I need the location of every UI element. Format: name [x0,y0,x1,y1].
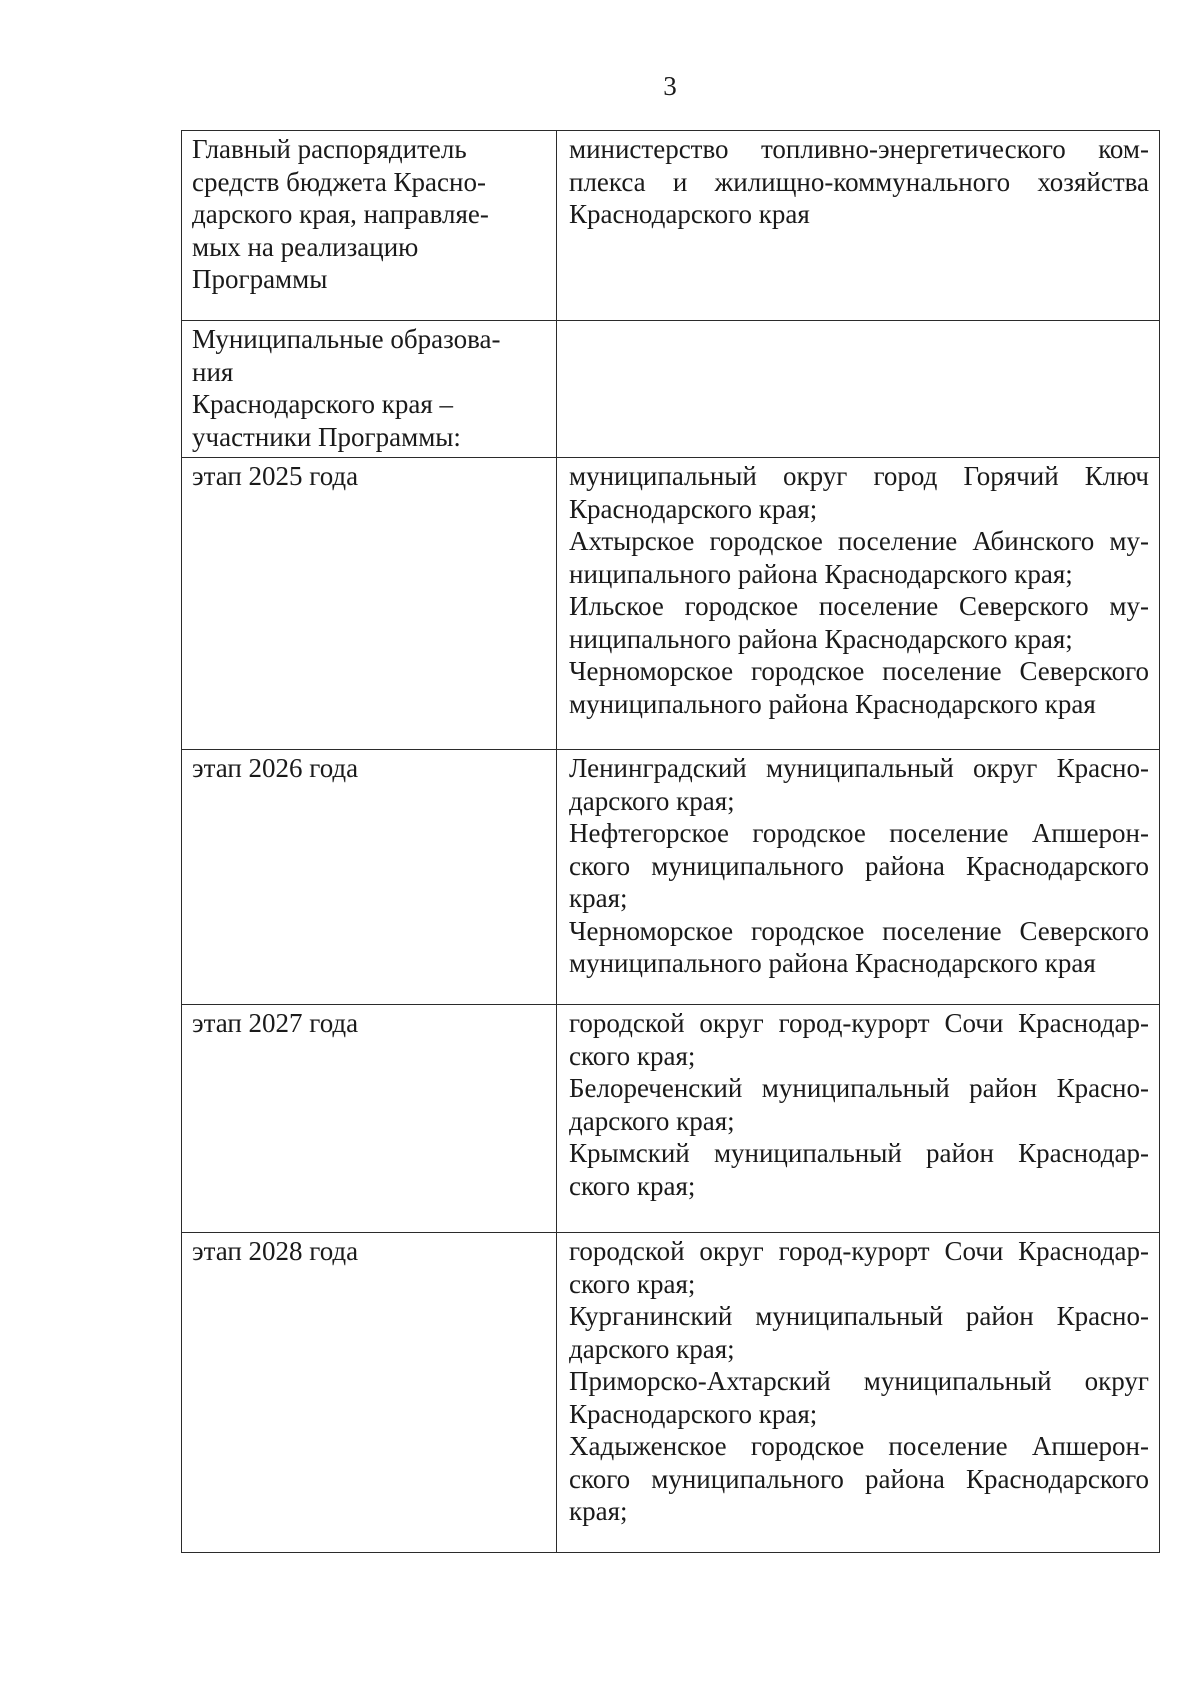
row-value-cell [557,458,1160,750]
row-value-line: ниципального района Краснодарского края; [569,623,1073,654]
page-number: 3 [663,71,677,101]
row-value-line: края; [569,1496,628,1526]
row-value [569,1007,1149,1202]
row-label: Главный распорядитель средств бюджета Красно- дарского края, направляе- мых на реализацию Программы [192,134,489,294]
table-row [182,458,1160,750]
row-value-cell [557,750,1160,1005]
row-value-line: плекса и жилищно-коммунального хозяйства [569,166,1149,197]
row-value-line: края; [569,883,628,913]
row-value-cell [557,1005,1160,1233]
row-label-cell [182,1233,557,1553]
row-value-line: Курганинский муниципальный район Красно- [569,1301,1149,1331]
table-row [182,1005,1160,1233]
row-label-cell [182,1005,557,1233]
row-value [569,752,1149,980]
row-value-line: ского края; [569,1040,696,1071]
table-row [182,131,1160,321]
row-value-line: дарского края; [569,785,735,816]
row-label: этап 2025 года [192,461,359,491]
row-value-line: ского края; [569,1268,696,1299]
row-label: этап 2027 года [192,1008,359,1038]
row-label-cell [182,321,557,458]
row-value-line: городской округ город-курорт Сочи Краснодар- [569,1008,1149,1038]
row-value [569,460,1149,720]
row-value-line: Ильское городское поселение Северского му- [569,591,1149,621]
row-value-cell [557,1233,1160,1553]
row-value-line: ского муниципального района Краснодарского [569,1463,1149,1494]
row-value-line: Ахтырское городское поселение Абинского му- [569,526,1149,556]
row-value-line: Краснодарского края; [569,1398,818,1429]
row-value-line: Нефтегорское городское поселение Апшерон- [569,818,1149,848]
row-value-line: Черноморское городское поселение Северского [569,656,1149,686]
row-value-line: ского края; [569,1170,696,1201]
row-value-cell [557,131,1160,321]
table-row [182,1233,1160,1553]
row-value-line: ниципального района Краснодарского края; [569,558,1073,589]
row-label-cell [182,458,557,750]
row-value-line: Ленинградский муниципальный округ Красно- [569,753,1149,783]
row-value-line: Белореченский муниципальный район Красно- [569,1073,1149,1103]
row-value-line: министерство топливно-энергетического ком- [569,134,1149,164]
row-value-line: Хадыженское городское поселение Апшерон- [569,1431,1149,1461]
row-value-line: Приморско-Ахтарский муниципальный округ [569,1366,1149,1396]
row-label: Муниципальные образова- ния Краснодарского края – участники Программы: [192,324,501,452]
row-value-line: городской округ город-курорт Сочи Краснодар- [569,1236,1149,1266]
table-row [182,750,1160,1005]
table-row [182,321,1160,458]
row-label: этап 2028 года [192,1236,359,1266]
row-value-line: муниципального района Краснодарского края [569,688,1096,719]
row-value-line: дарского края; [569,1333,735,1364]
row-value-line: муниципальный округ город Горячий Ключ [569,461,1149,491]
row-value [569,133,1149,231]
row-value-line: Краснодарского края; [569,493,818,524]
row-label-cell [182,131,557,321]
program-info-table [181,130,1160,1553]
row-value-cell [557,321,1160,458]
row-value-line: Крымский муниципальный район Краснодар- [569,1138,1149,1168]
row-value [569,1235,1149,1528]
row-value-line: дарского края; [569,1105,735,1136]
row-value-line: Черноморское городское поселение Северского [569,915,1149,946]
row-value-line: Краснодарского края [569,199,810,229]
row-value-line: ского муниципального района Краснодарского [569,850,1149,881]
row-label: этап 2026 года [192,753,359,783]
row-label-cell [182,750,557,1005]
row-value-line: муниципального района Краснодарского края [569,948,1096,978]
